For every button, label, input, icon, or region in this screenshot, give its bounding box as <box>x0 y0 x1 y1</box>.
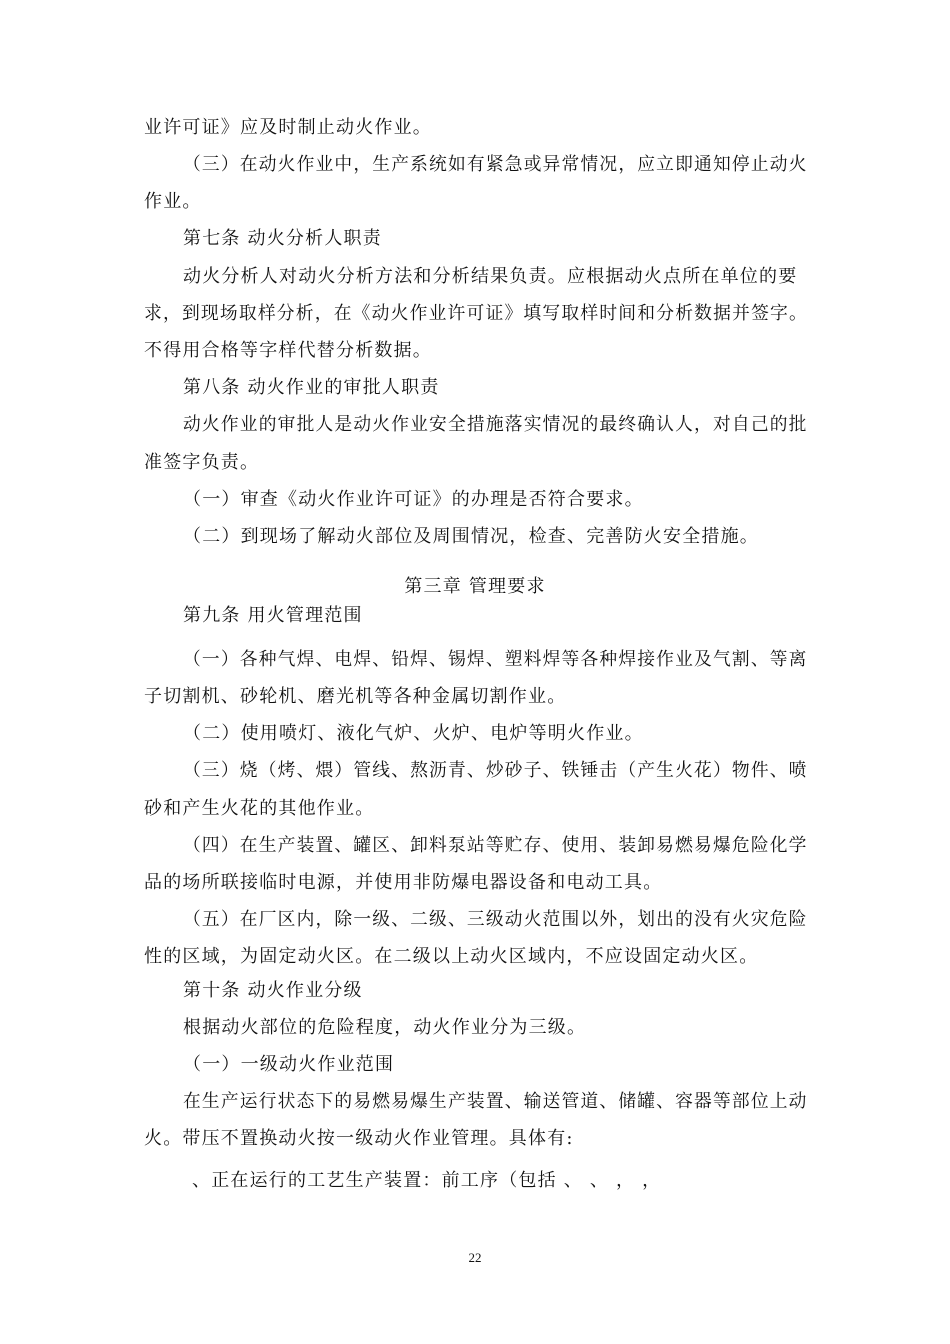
text-line: （一）审查《动火作业许可证》的办理是否符合要求。 <box>183 489 644 510</box>
text-line: （五）在厂区内，除一级、二级、三级动火范围以外，划出的没有火灾危险 <box>183 909 808 930</box>
text-line: （四）在生产装置、罐区、卸料泵站等贮存、使用、装卸易燃易爆危险化学 <box>183 835 808 856</box>
text-line: （一）各种气焊、电焊、铅焊、锡焊、塑料焊等各种焊接作业及气割、等离 <box>183 649 808 670</box>
article-heading: 第九条 用火管理范围 <box>183 605 363 626</box>
text-line: （三）烧（烤、煨）管线、熬沥青、炒砂子、铁锤击（产生火花）物件、喷 <box>183 760 808 781</box>
text-line: （一）一级动火作业范围 <box>183 1054 395 1075</box>
text-line: 作业。 <box>144 191 202 212</box>
text-line: （二）到现场了解动火部位及周围情况，检查、完善防火安全措施。 <box>183 526 759 547</box>
text-line: 业许可证》应及时制止动火作业。 <box>144 117 432 138</box>
article-heading: 第八条 动火作业的审批人职责 <box>183 377 440 398</box>
page-number: 22 <box>468 1250 482 1265</box>
text-line: 品的场所联接临时电源，并使用非防爆电器设备和电动工具。 <box>144 872 663 893</box>
text-line: （三）在动火作业中，生产系统如有紧急或异常情况，应立即通知停止动火 <box>183 154 808 175</box>
text-line: 准签字负责。 <box>144 452 260 473</box>
text-line: 性的区域，为固定动火区。在二级以上动火区域内，不应设固定动火区。 <box>144 946 759 967</box>
text-line: 火。带压不置换动火按一级动火作业管理。具体有: <box>144 1128 574 1149</box>
text-line: 砂和产生火花的其他作业。 <box>144 798 375 819</box>
text-line: 动火分析人对动火分析方法和分析结果负责。应根据动火点所在单位的要 <box>183 266 798 287</box>
text-line: 求，到现场取样分析，在《动火作业许可证》填写取样时间和分析数据并签字。 <box>144 303 809 324</box>
text-line: 子切割机、砂轮机、磨光机等各种金属切割作业。 <box>144 686 567 707</box>
text-line: 不得用合格等字样代替分析数据。 <box>144 340 432 361</box>
article-heading: 第十条 动火作业分级 <box>183 980 363 1001</box>
text-line: 根据动火部位的危险程度，动火作业分为三级。 <box>183 1017 587 1038</box>
text-line: 动火作业的审批人是动火作业安全措施落实情况的最终确认人，对自己的批 <box>183 414 808 435</box>
text-line: 在生产运行状态下的易燃易爆生产装置、输送管道、储罐、容器等部位上动 <box>183 1091 808 1112</box>
article-heading: 第七条 动火分析人职责 <box>183 228 382 249</box>
chapter-heading: 第三章 管理要求 <box>404 576 546 597</box>
text-line: （二）使用喷灯、液化气炉、火炉、电炉等明火作业。 <box>183 723 644 744</box>
text-line: 、正在运行的工艺生产装置：前工序（包括 、 、 ， ， <box>192 1170 662 1191</box>
